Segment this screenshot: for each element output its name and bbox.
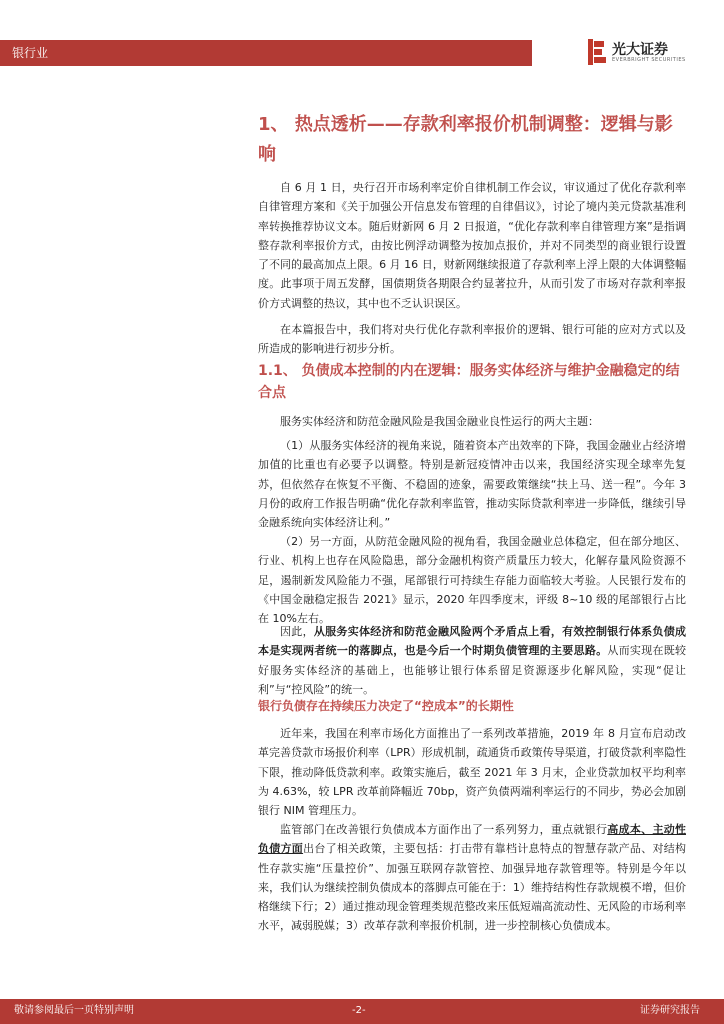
section-label: 银行业 [12, 46, 49, 60]
paragraph-8-tail: 出台了相关政策，主要包括：打击带有靠档计息特点的智慧存款产品、对结构性存款实施“压量控价”、加强互联网存款管控、加强异地存款管理等。特别是今年以来，我们认为继续控制负债成本的落脚点可能在于：1）维持结构性存款规模不增，但价格继续下行；2）通过推动现金管理类规范整改来压低短端高流动性、无风险的市场利率水平，减弱脱媒；3）改革存款利率报价机制，进一步控制核心负债成本。 [258, 842, 687, 933]
paragraph-5: （2）另一方面，从防范金融风险的视角看，我国金融业总体稳定，但在部分地区、行业、机构上也存在风险隐患，部分金融机构资产质量压力较大，化解存量风险资源不足，遏制新发风险能力不强，尾部银行可持续生存能力面临较大考验。人民银行发布的《中国金融稳定报告 2021》显示，2020 年四季度末，评级 8~10 级的尾部银行占比在 10%左右。 [258, 535, 686, 626]
paragraph-7: 近年来，我国在利率市场化方面推出了一系列改革措施，2019 年 8 月宣布启动改革完善贷款市场报价利率（LPR）形成机制，疏通货币政策传导渠道，打破贷款利率隐性下限，推动降低贷款利率。政策实施后，截至 2021 年 3 月末，企业贷款加权平均利率为 4.63%，较 LPR 改革前降幅近 70bp，资产负债两端利率运行的不同步，势必会加剧银行 NIM 管理压力。 [258, 727, 686, 818]
company-logo [588, 38, 698, 68]
footer-disclaimer: 敬请参阅最后一页特别声明 [14, 1005, 134, 1016]
logo-text: 光大证券 [612, 42, 668, 58]
logo-subtext: EVERBRIGHT SECURITIES [612, 57, 686, 63]
heading-subsection: 银行负债存在持续压力决定了“控成本”的长期性 [258, 699, 514, 713]
paragraph-6-lead: 因此， [280, 625, 314, 638]
paragraph-6-tail: 从而实现在既较好服务实体经济的基础上，也能够让银行体系留足资源逐步化解风险，实现“促让利”与“控风险”的统一。 [258, 644, 687, 696]
header-band [0, 40, 532, 66]
footer-report-type: 证券研究报告 [640, 1005, 700, 1016]
heading-1-1: 1.1、 负债成本控制的内在逻辑：服务实体经济与维护金融稳定的结合点 [258, 363, 680, 401]
paragraph-8-lead: 监管部门在改善银行负债成本方面作出了一系列努力，重点就银行 [280, 823, 608, 836]
heading-1: 1、 热点透析——存款利率报价机制调整：逻辑与影响 [258, 114, 673, 165]
logo-mark-icon [588, 39, 606, 65]
paragraph-8-underline: 高成本、主动性负债方面 [258, 823, 687, 856]
paragraph-2: 在本篇报告中，我们将对央行优化存款利率报价的逻辑、银行可能的应对方式以及所造成的影响进行初步分析。 [258, 323, 686, 356]
paragraph-8 [258, 820, 686, 936]
paragraph-6-emphasis: 从服务实体经济和防范金融风险两个矛盾点上看，有效控制银行体系负债成本是实现两者统一的落脚点，也是今后一个时期负债管理的主要思路。 [258, 625, 686, 658]
paragraph-1: 自 6 月 1 日，央行召开市场利率定价自律机制工作会议，审议通过了优化存款利率自律管理方案和《关于加强公开信息发布管理的自律倡议》，讨论了境内美元贷款基准利率转换推荐协议文本。随后财新网 6 月 2 日报道，“优化存款利率自律管理方案”是指调整存款利率报价方式，由按比例浮动调整为按加点报价，并对不同类型的商业银行设置了不同的最高加点上限。6 月 16 日，财新网继续报道了存款利率上浮上限的大体调整幅度。此事项于周五发酵，国债期货各期限合约显著拉升，从而引发了市场对存款利率报价方式调整的热议，其中也不乏认识误区。 [258, 181, 686, 310]
page-number: -2- [352, 1005, 366, 1016]
footer-band [0, 999, 724, 1024]
paragraph-3: 服务实体经济和防范金融风险是我国金融业良性运行的两大主题： [280, 415, 599, 428]
paragraph-4: （1）从服务实体经济的视角来说，随着资本产出效率的下降，我国金融业占经济增加值的比重也有必要予以调整。特别是新冠疫情冲击以来，我国经济实现全球率先复苏，但依然存在恢复不平衡、不稳固的迹象，需要政策继续“扶上马、送一程”。今年 3 月份的政府工作报告明确“优化存款利率监管，推动实际贷款利率进一步降低，继续引导金融系统向实体经济让利。” [258, 439, 686, 530]
paragraph-6 [258, 622, 686, 699]
